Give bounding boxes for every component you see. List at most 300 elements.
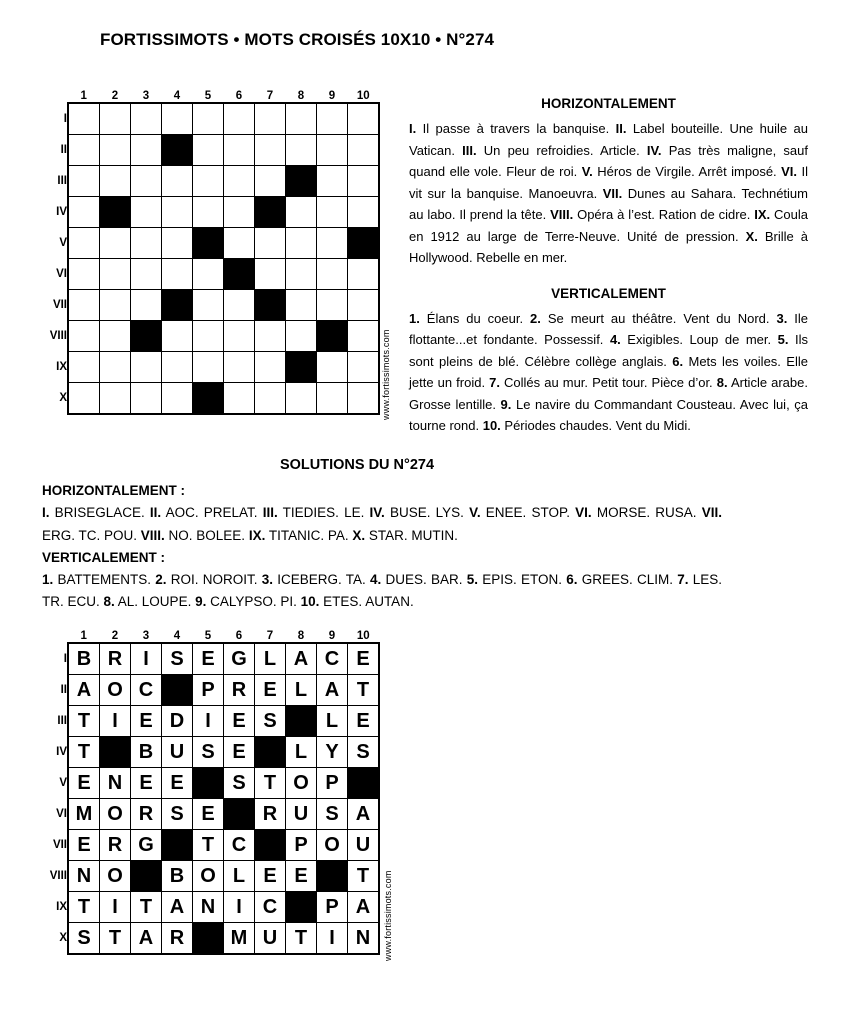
clues-vertical-heading: VERTICALEMENT bbox=[551, 285, 666, 301]
empty-cell bbox=[255, 321, 286, 352]
col-label: 5 bbox=[204, 630, 212, 642]
empty-cell bbox=[224, 383, 255, 415]
empty-cell bbox=[131, 197, 162, 228]
black-cell bbox=[162, 135, 193, 166]
letter-cell: Y bbox=[317, 737, 348, 768]
empty-cell bbox=[100, 228, 131, 259]
letter-cell: I bbox=[224, 892, 255, 923]
letter-cell: M bbox=[68, 799, 100, 830]
letter-cell: T bbox=[348, 861, 380, 892]
col-label: 9 bbox=[328, 630, 336, 642]
letter-cell: E bbox=[193, 799, 224, 830]
col-label: 8 bbox=[297, 630, 305, 642]
empty-cell bbox=[348, 197, 380, 228]
clues-horizontal-text: I. Il passe à travers la banquise. II. Label bouteille. Une huile au Vatican. III. Un peu refroidies. Article. IV. Pas très maligne, sauf quand elle vole. Fleur de roi. V. Héros de Virgile. Arrêt imposé. VI. Il vit sur la banquise. Manoeuvra. VII. Dunes au Sahara. Technétium au labo. Il prend la tête. VIII. Opéra à l’est. Ration de cidre. IX. Coula en 1912 au large de Terre-Neuve. Unité de pression. X. Brille à Hollywood. Rebelle en mer. bbox=[409, 121, 809, 265]
empty-cell bbox=[224, 135, 255, 166]
empty-cell bbox=[162, 103, 193, 135]
letter-cell: A bbox=[348, 799, 380, 830]
empty-cell bbox=[286, 290, 317, 321]
letter-cell: U bbox=[162, 737, 193, 768]
black-cell bbox=[255, 830, 286, 861]
entry-number: 10. bbox=[482, 418, 501, 433]
letter-cell: N bbox=[348, 923, 380, 955]
entry-number: 3. bbox=[776, 310, 788, 326]
entry-number: 6. bbox=[672, 353, 684, 369]
letter-cell: G bbox=[131, 830, 162, 861]
col-label: 7 bbox=[266, 630, 274, 642]
empty-cell bbox=[131, 103, 162, 135]
entry-number: 9. bbox=[195, 594, 207, 610]
solution-grid-filled bbox=[40, 621, 380, 955]
letter-cell: I bbox=[193, 706, 224, 737]
col-label: 7 bbox=[266, 90, 274, 102]
row-label: X bbox=[59, 392, 67, 405]
empty-cell bbox=[100, 103, 131, 135]
letter-cell: A bbox=[162, 892, 193, 923]
watermark-url-bottom: www.fortissimots.com bbox=[383, 870, 393, 961]
solutions-vertical-label: VERTICALEMENT : bbox=[42, 549, 165, 565]
empty-cell bbox=[131, 383, 162, 415]
entry-number: V. bbox=[469, 505, 481, 521]
black-cell bbox=[162, 290, 193, 321]
entry-number: 7. bbox=[489, 375, 500, 390]
letter-cell: A bbox=[348, 892, 380, 923]
empty-cell bbox=[286, 321, 317, 352]
empty-cell bbox=[162, 228, 193, 259]
entry-number: 2. bbox=[530, 310, 541, 326]
letter-cell: R bbox=[255, 799, 286, 830]
col-label: 5 bbox=[204, 90, 212, 102]
letter-cell: L bbox=[286, 737, 317, 768]
letter-cell: A bbox=[68, 675, 100, 706]
letter-cell: E bbox=[255, 861, 286, 892]
empty-cell bbox=[68, 290, 100, 321]
empty-cell bbox=[317, 135, 348, 166]
letter-cell: B bbox=[162, 861, 193, 892]
letter-cell: R bbox=[131, 799, 162, 830]
empty-cell bbox=[193, 197, 224, 228]
letter-cell: S bbox=[348, 737, 380, 768]
empty-cell bbox=[348, 166, 380, 197]
entry-number: IV. bbox=[369, 505, 385, 521]
puzzle-grid-empty bbox=[40, 81, 380, 415]
row-label: VIII bbox=[49, 870, 67, 882]
letter-cell: S bbox=[224, 768, 255, 799]
entry-number: VI. bbox=[781, 164, 798, 179]
entry-number: 6. bbox=[566, 572, 578, 588]
empty-cell bbox=[162, 166, 193, 197]
empty-cell bbox=[162, 259, 193, 290]
letter-cell: U bbox=[286, 799, 317, 830]
empty-cell bbox=[131, 259, 162, 290]
black-cell bbox=[286, 166, 317, 197]
empty-cell bbox=[131, 135, 162, 166]
black-cell bbox=[131, 321, 162, 352]
empty-cell bbox=[317, 383, 348, 415]
entry-number: 5. bbox=[466, 572, 478, 588]
empty-cell bbox=[68, 352, 100, 383]
black-cell bbox=[193, 383, 224, 415]
empty-cell bbox=[68, 228, 100, 259]
letter-cell: T bbox=[100, 923, 131, 955]
entry-number: X. bbox=[352, 527, 366, 543]
empty-cell bbox=[193, 135, 224, 166]
entry-number: I. bbox=[409, 121, 417, 136]
letter-cell: T bbox=[255, 768, 286, 799]
row-label: II bbox=[60, 684, 67, 696]
black-cell bbox=[317, 321, 348, 352]
letter-cell: P bbox=[286, 830, 317, 861]
letter-cell: I bbox=[317, 923, 348, 955]
empty-cell bbox=[68, 321, 100, 352]
entry-number: III. bbox=[462, 142, 477, 158]
col-label: 9 bbox=[328, 90, 336, 102]
black-cell bbox=[224, 259, 255, 290]
empty-cell bbox=[224, 352, 255, 383]
empty-cell bbox=[224, 103, 255, 135]
entry-number: 1. bbox=[42, 572, 54, 588]
letter-cell: E bbox=[286, 861, 317, 892]
black-cell bbox=[286, 706, 317, 737]
letter-cell: D bbox=[162, 706, 193, 737]
letter-cell: E bbox=[224, 706, 255, 737]
letter-cell: L bbox=[286, 675, 317, 706]
empty-cell bbox=[68, 259, 100, 290]
empty-cell bbox=[224, 197, 255, 228]
letter-cell: P bbox=[317, 892, 348, 923]
col-label: 4 bbox=[173, 630, 181, 642]
letter-cell: I bbox=[131, 643, 162, 675]
row-label: II bbox=[60, 144, 67, 156]
entry-number: 5. bbox=[777, 332, 789, 347]
empty-cell bbox=[286, 135, 317, 166]
letter-cell: M bbox=[224, 923, 255, 955]
black-cell bbox=[348, 768, 380, 799]
empty-cell bbox=[68, 383, 100, 415]
entry-number: 8. bbox=[716, 375, 728, 390]
letter-cell: T bbox=[193, 830, 224, 861]
entry-number: IV. bbox=[646, 142, 662, 158]
letter-cell: O bbox=[100, 799, 131, 830]
row-label: VII bbox=[52, 299, 67, 311]
entry-number: IX. bbox=[754, 207, 771, 222]
empty-cell bbox=[100, 135, 131, 166]
black-cell bbox=[255, 197, 286, 228]
entry-number: I. bbox=[42, 505, 50, 521]
watermark-url-top: www.fortissimots.com bbox=[381, 329, 391, 420]
letter-cell: N bbox=[68, 861, 100, 892]
black-cell bbox=[286, 352, 317, 383]
empty-cell bbox=[100, 383, 131, 415]
empty-cell bbox=[348, 352, 380, 383]
empty-cell bbox=[348, 259, 380, 290]
letter-cell: E bbox=[348, 643, 380, 675]
letter-cell: T bbox=[348, 675, 380, 706]
letter-cell: E bbox=[68, 830, 100, 861]
empty-cell bbox=[255, 103, 286, 135]
letter-cell: A bbox=[317, 675, 348, 706]
letter-cell: R bbox=[100, 643, 131, 675]
empty-cell bbox=[100, 321, 131, 352]
empty-cell bbox=[317, 103, 348, 135]
entry-number: III. bbox=[262, 505, 278, 521]
page-title: FORTISSIMOTS • MOTS CROISÉS 10X10 • N°274 bbox=[100, 30, 495, 49]
empty-cell bbox=[224, 290, 255, 321]
solutions-horizontal-label: HORIZONTALEMENT : bbox=[42, 483, 185, 498]
black-cell bbox=[286, 892, 317, 923]
letter-cell: U bbox=[255, 923, 286, 955]
entry-number: II. bbox=[149, 505, 162, 521]
empty-cell bbox=[162, 197, 193, 228]
letter-cell: I bbox=[100, 706, 131, 737]
row-label: VIII bbox=[49, 330, 67, 342]
solutions-horizontal-text: I. BRISEGLACE. II. AOC. PRELAT. III. TIEDIES. LE. IV. BUSE. LYS. V. ENEE. STOP. VI. MORSE. RUSA. VII. ERG. TC. POU. VIII. NO. BOLEE. IX. TITANIC. PA. X. STAR. MUTIN. bbox=[42, 505, 722, 543]
empty-cell bbox=[224, 166, 255, 197]
letter-cell: O bbox=[286, 768, 317, 799]
letter-cell: C bbox=[131, 675, 162, 706]
entry-number: 10. bbox=[300, 594, 320, 610]
letter-cell: R bbox=[100, 830, 131, 861]
col-label: 4 bbox=[173, 90, 181, 102]
empty-cell bbox=[68, 135, 100, 166]
row-label: III bbox=[57, 175, 67, 187]
empty-cell bbox=[317, 352, 348, 383]
letter-cell: S bbox=[255, 706, 286, 737]
letter-cell: E bbox=[162, 768, 193, 799]
solutions-heading: SOLUTIONS DU N°274 bbox=[279, 457, 435, 473]
empty-cell bbox=[286, 197, 317, 228]
letter-cell: N bbox=[100, 768, 131, 799]
empty-cell bbox=[317, 290, 348, 321]
entry-number: VI. bbox=[575, 505, 592, 521]
empty-cell bbox=[317, 166, 348, 197]
letter-cell: O bbox=[317, 830, 348, 861]
empty-cell bbox=[317, 228, 348, 259]
empty-cell bbox=[131, 228, 162, 259]
empty-cell bbox=[286, 103, 317, 135]
letter-cell: E bbox=[68, 768, 100, 799]
letter-cell: O bbox=[100, 861, 131, 892]
letter-cell: P bbox=[317, 768, 348, 799]
entry-number: 7. bbox=[677, 572, 689, 588]
letter-cell: S bbox=[317, 799, 348, 830]
empty-cell bbox=[255, 228, 286, 259]
letter-cell: I bbox=[100, 892, 131, 923]
puzzle-grid-table bbox=[40, 81, 380, 415]
empty-cell bbox=[131, 352, 162, 383]
entry-number: 8. bbox=[103, 594, 115, 610]
row-label: IX bbox=[56, 901, 67, 913]
letter-cell: T bbox=[286, 923, 317, 955]
entry-number: 3. bbox=[261, 572, 273, 588]
empty-cell bbox=[100, 259, 131, 290]
letter-cell: C bbox=[317, 643, 348, 675]
letter-cell: P bbox=[193, 675, 224, 706]
entry-number: VIII. bbox=[140, 527, 165, 543]
col-label: 2 bbox=[111, 630, 119, 642]
letter-cell: E bbox=[348, 706, 380, 737]
row-label: VI bbox=[56, 268, 67, 280]
letter-cell: S bbox=[162, 643, 193, 675]
empty-cell bbox=[68, 103, 100, 135]
letter-cell: C bbox=[224, 830, 255, 861]
letter-cell: L bbox=[317, 706, 348, 737]
letter-cell: E bbox=[224, 737, 255, 768]
letter-cell: S bbox=[193, 737, 224, 768]
empty-cell bbox=[131, 290, 162, 321]
empty-cell bbox=[255, 135, 286, 166]
letter-cell: A bbox=[286, 643, 317, 675]
empty-cell bbox=[193, 352, 224, 383]
letter-cell: T bbox=[131, 892, 162, 923]
letter-cell: U bbox=[348, 830, 380, 861]
entry-number: 1. bbox=[409, 310, 420, 326]
black-cell bbox=[193, 768, 224, 799]
clues-vertical-text: 1. Élans du coeur. 2. Se meurt au théâtre. Vent du Nord. 3. Ile flottante...et fondante. Possessif. 4. Exigibles. Loup de mer. 5. Ils sont pleins de blé. Célèbre collège anglais. 6. Mets les voiles. Elle jette un froid. 7. Collés au mur. Petit tour. Pièce d’or. 8. Article arabe. Grosse lentille. 9. Le navire du Commandant Cousteau. Avec lui, ça tourne rond. 10. Périodes chaudes. Vent du Midi. bbox=[409, 310, 808, 433]
row-label: VII bbox=[52, 839, 67, 851]
letter-cell: B bbox=[131, 737, 162, 768]
row-label: I bbox=[63, 652, 67, 665]
solutions-section bbox=[42, 457, 722, 614]
col-label: 10 bbox=[356, 630, 370, 642]
entry-number: 9. bbox=[500, 396, 512, 412]
empty-cell bbox=[255, 352, 286, 383]
black-cell bbox=[193, 228, 224, 259]
letter-cell: O bbox=[193, 861, 224, 892]
clues-horizontal-heading: HORIZONTALEMENT bbox=[541, 96, 676, 111]
empty-cell bbox=[348, 103, 380, 135]
letter-cell: T bbox=[68, 706, 100, 737]
solution-grid-table bbox=[40, 621, 380, 955]
empty-cell bbox=[68, 166, 100, 197]
empty-cell bbox=[193, 166, 224, 197]
empty-cell bbox=[255, 383, 286, 415]
empty-cell bbox=[193, 321, 224, 352]
row-label: X bbox=[59, 932, 67, 945]
col-label: 8 bbox=[297, 90, 305, 102]
entry-number: V. bbox=[581, 164, 593, 179]
empty-cell bbox=[348, 383, 380, 415]
letter-cell: G bbox=[224, 643, 255, 675]
empty-cell bbox=[317, 259, 348, 290]
black-cell bbox=[100, 737, 131, 768]
letter-cell: T bbox=[68, 892, 100, 923]
black-cell bbox=[162, 675, 193, 706]
black-cell bbox=[224, 799, 255, 830]
black-cell bbox=[162, 830, 193, 861]
empty-cell bbox=[224, 321, 255, 352]
letter-cell: O bbox=[100, 675, 131, 706]
black-cell bbox=[317, 861, 348, 892]
col-label: 1 bbox=[80, 630, 87, 642]
grid-corner bbox=[40, 81, 68, 103]
letter-cell: T bbox=[68, 737, 100, 768]
row-label: III bbox=[57, 715, 67, 727]
entry-number: 4. bbox=[609, 332, 621, 347]
solutions-vertical-text: 1. BATTEMENTS. 2. ROI. NOROIT. 3. ICEBERG. TA. 4. DUES. BAR. 5. EPIS. ETON. 6. GREES. CLIM. 7. LES. TR. ECU. 8. AL. LOUPE. 9. CALYPSO. PI. 10. ETES. AUTAN. bbox=[42, 572, 723, 610]
letter-cell: L bbox=[255, 643, 286, 675]
row-label: I bbox=[63, 112, 67, 125]
letter-cell: A bbox=[131, 923, 162, 955]
letter-cell: S bbox=[162, 799, 193, 830]
row-label: VI bbox=[56, 808, 67, 820]
entry-number: II. bbox=[615, 121, 627, 136]
row-label: IV bbox=[56, 746, 67, 758]
empty-cell bbox=[286, 383, 317, 415]
col-label: 3 bbox=[142, 630, 150, 642]
entry-number: 4. bbox=[369, 572, 382, 588]
letter-cell: R bbox=[224, 675, 255, 706]
empty-cell bbox=[224, 228, 255, 259]
col-label: 6 bbox=[235, 630, 243, 642]
empty-cell bbox=[255, 166, 286, 197]
col-label: 1 bbox=[80, 90, 87, 102]
col-label: 10 bbox=[356, 90, 370, 102]
empty-cell bbox=[100, 166, 131, 197]
entry-number: VII. bbox=[701, 505, 722, 521]
empty-cell bbox=[348, 135, 380, 166]
clues-panel bbox=[409, 96, 808, 437]
col-label: 6 bbox=[235, 90, 243, 102]
empty-cell bbox=[348, 290, 380, 321]
empty-cell bbox=[317, 197, 348, 228]
black-cell bbox=[100, 197, 131, 228]
letter-cell: E bbox=[131, 768, 162, 799]
col-label: 2 bbox=[111, 90, 119, 102]
letter-cell: R bbox=[162, 923, 193, 955]
empty-cell bbox=[348, 321, 380, 352]
black-cell bbox=[348, 228, 380, 259]
row-label: V bbox=[59, 237, 67, 249]
entry-number: 2. bbox=[155, 572, 167, 588]
letter-cell: E bbox=[131, 706, 162, 737]
empty-cell bbox=[286, 228, 317, 259]
letter-cell: B bbox=[68, 643, 100, 675]
row-label: V bbox=[59, 777, 67, 789]
empty-cell bbox=[193, 290, 224, 321]
col-label: 3 bbox=[142, 90, 150, 102]
letter-cell: L bbox=[224, 861, 255, 892]
row-label: IX bbox=[56, 361, 67, 373]
black-cell bbox=[255, 290, 286, 321]
black-cell bbox=[131, 861, 162, 892]
empty-cell bbox=[162, 321, 193, 352]
empty-cell bbox=[162, 352, 193, 383]
empty-cell bbox=[100, 352, 131, 383]
empty-cell bbox=[162, 383, 193, 415]
letter-cell: C bbox=[255, 892, 286, 923]
black-cell bbox=[193, 923, 224, 955]
letter-cell: E bbox=[255, 675, 286, 706]
empty-cell bbox=[255, 259, 286, 290]
letter-cell: E bbox=[193, 643, 224, 675]
letter-cell: S bbox=[68, 923, 100, 955]
black-cell bbox=[255, 737, 286, 768]
empty-cell bbox=[193, 259, 224, 290]
entry-number: X. bbox=[745, 228, 758, 244]
row-label: IV bbox=[56, 206, 67, 218]
empty-cell bbox=[131, 166, 162, 197]
entry-number: VII. bbox=[602, 185, 623, 201]
empty-cell bbox=[100, 290, 131, 321]
grid-corner bbox=[40, 621, 68, 643]
empty-cell bbox=[286, 259, 317, 290]
letter-cell: N bbox=[193, 892, 224, 923]
empty-cell bbox=[193, 103, 224, 135]
entry-number: IX. bbox=[248, 527, 266, 543]
empty-cell bbox=[68, 197, 100, 228]
entry-number: VIII. bbox=[550, 207, 574, 222]
